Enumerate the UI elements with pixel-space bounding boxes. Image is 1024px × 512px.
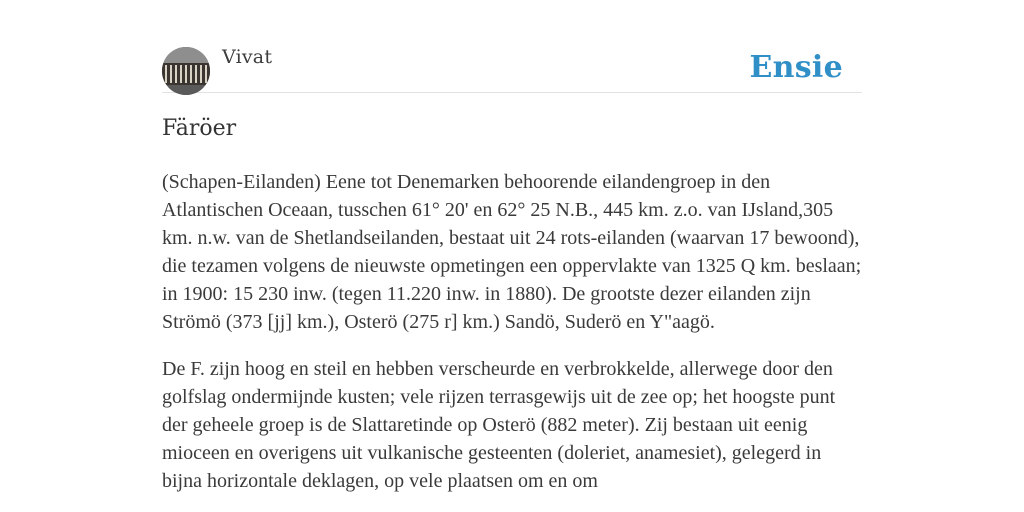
brand-logo[interactable]: Ensie bbox=[749, 50, 843, 85]
paragraph: De F. zijn hoog en steil en hebben verscheurde en verbrokkelde, allerwege door den golfslag ondermijnde kusten; vele rijzen terrasgewijs uit de zee op; het hoogste punt der geheele groep is de Slattaretinde op Osterö (882 meter). Zij bestaan uit eenig mioceen en overigens uit vulkanische gesteenten (doleriet, anamesiet), gelegerd in bijna horizontale deklagen, op vele plaatsen om en om bbox=[162, 358, 836, 492]
avatar[interactable] bbox=[162, 47, 210, 95]
author-name[interactable]: Vivat bbox=[222, 46, 273, 68]
page-container bbox=[162, 0, 862, 492]
header bbox=[162, 0, 862, 93]
page-title: Färöer bbox=[162, 116, 237, 141]
avatar-image-icon bbox=[162, 47, 210, 95]
article-body bbox=[162, 168, 862, 512]
paragraph: (Schapen-Eilanden) Eene tot Denemarken behoorende eilandengroep in den Atlantischen Oceaan, tusschen 61° 20' en 62° 25 N.B., 445 km. z.o. van IJsland,305 km. n.w. van de Shetlandseilanden, bestaat uit 24 rots-eilanden (waarvan 17 bewoond), die tezamen volgens de nieuwste opmetingen een oppervlakte van 1325 Q km. beslaan; in 1900: 15 230 inw. (tegen 11.220 inw. in 1880). De grootste dezer eilanden zijn Strömö (373 [jj] km.), Osterö (275 r] km.) Sandö, Suderö en Y"aagö. bbox=[162, 171, 862, 333]
